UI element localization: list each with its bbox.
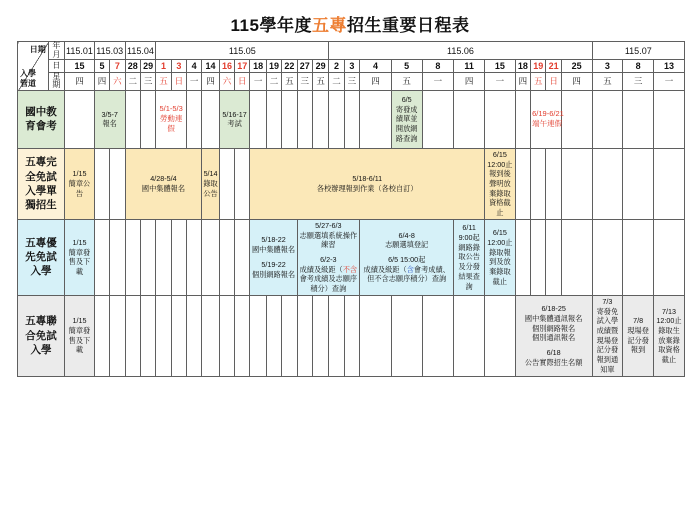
empty-cell — [546, 219, 561, 295]
day-header: 5 — [94, 60, 109, 73]
day-header: 17 — [235, 60, 250, 73]
weekday-header: 一 — [653, 73, 684, 91]
month-group-header: 115.03 — [94, 42, 125, 60]
day-header: 27 — [297, 60, 312, 73]
day-header: 19 — [266, 60, 281, 73]
weekday-header: 三 — [623, 73, 654, 91]
title-prefix: 115學年度 — [230, 16, 312, 35]
day-header: 3 — [171, 60, 186, 73]
event-cell: 5/18-6/11 各校辦理報到作業（各校自訂） — [250, 148, 485, 219]
empty-cell — [202, 295, 219, 376]
event-cell: 4/28-5/4 國中集體報名 — [125, 148, 202, 219]
schedule-table — [17, 41, 685, 377]
weekday-header: 四 — [94, 73, 109, 91]
empty-cell — [515, 148, 530, 219]
day-header: 5 — [391, 60, 422, 73]
empty-cell — [94, 295, 109, 376]
empty-cell — [561, 148, 592, 219]
day-header: 15 — [485, 60, 516, 73]
day-header: 11 — [454, 60, 485, 73]
empty-cell — [531, 148, 546, 219]
event-cell: 6/15 12:00止 報到後聲明放棄錄取資格截止 — [485, 148, 516, 219]
empty-cell — [546, 148, 561, 219]
weekday-header: 一 — [485, 73, 516, 91]
weekday-header: 二 — [266, 73, 281, 91]
empty-cell — [515, 90, 530, 148]
empty-cell — [266, 295, 281, 376]
empty-cell — [360, 90, 392, 148]
weekday-header: 四 — [561, 73, 592, 91]
weekday-header: 六 — [219, 73, 234, 91]
weekday-header: 日 — [235, 73, 250, 91]
empty-cell — [297, 295, 312, 376]
empty-cell — [110, 148, 125, 219]
day-header: 29 — [312, 60, 328, 73]
weekday-header: 四 — [202, 73, 219, 91]
event-cell: 7/3 寄發免試入學成績暨現場登記分發報到通知單 — [592, 295, 623, 376]
event-cell: 6/5 寄發成績單並開放網路查詢 — [391, 90, 422, 148]
weekday-header: 四 — [515, 73, 530, 91]
weekday-header: 五 — [312, 73, 328, 91]
event-cell: 5/14 錄取公告 — [202, 148, 219, 219]
event-cell: 5/18-22 國中集體報名 5/19-22 個別網路報名 — [250, 219, 297, 295]
event-cell: 7/13 12:00止 錄取生放棄錄取資格截止 — [653, 295, 684, 376]
day-header: 7 — [110, 60, 125, 73]
event-cell: 6/4-8 志願選填登記 6/5 15:00起 成績及級距（含會考成績、但不含志願序積分）查詢 — [360, 219, 454, 295]
month-group-header: 115.07 — [592, 42, 684, 60]
weekday-header: 四 — [454, 73, 485, 91]
empty-cell — [187, 219, 202, 295]
empty-cell — [592, 219, 623, 295]
empty-cell — [454, 295, 485, 376]
event-cell: 6/18-25 國中集體通訊報名 個別網路報名 個別通訊報名 6/18 公告實際招生名額 — [515, 295, 592, 376]
weekday-header: 四 — [360, 73, 392, 91]
empty-cell — [140, 295, 155, 376]
empty-cell — [235, 219, 250, 295]
empty-cell — [202, 90, 219, 148]
event-cell: 1/15 簡章發售及下載 — [65, 219, 95, 295]
day-header: 19 — [531, 60, 546, 73]
weekday-header: 二 — [329, 73, 344, 91]
empty-cell — [219, 148, 234, 219]
event-cell: 5/16-17 考試 — [219, 90, 250, 148]
corner-sub-label: 星期 — [48, 73, 64, 91]
empty-cell — [219, 295, 234, 376]
event-cell: 6/11 9:00起 網路錄取公告及分發結果查詢 — [454, 219, 485, 295]
empty-cell — [344, 295, 359, 376]
day-header: 18 — [250, 60, 266, 73]
empty-cell — [125, 295, 140, 376]
empty-cell — [454, 90, 485, 148]
empty-cell — [235, 148, 250, 219]
event-cell: 5/1-5/3 勞動連假 — [156, 90, 187, 148]
weekday-header: 五 — [531, 73, 546, 91]
day-header: 28 — [125, 60, 140, 73]
empty-cell — [623, 90, 654, 148]
title-highlight: 五專 — [311, 16, 347, 35]
empty-cell — [592, 90, 623, 148]
empty-cell — [219, 219, 234, 295]
weekday-header: 五 — [592, 73, 623, 91]
row-label: 五專聯合免試入學 — [18, 295, 65, 376]
empty-cell — [187, 90, 202, 148]
empty-cell — [531, 219, 546, 295]
day-header: 29 — [140, 60, 155, 73]
day-header: 4 — [187, 60, 202, 73]
row-label: 五專完全免試入學單獨招生 — [18, 148, 65, 219]
empty-cell — [282, 295, 297, 376]
empty-cell — [329, 90, 344, 148]
month-group-header: 115.01 — [65, 42, 95, 60]
day-header: 14 — [202, 60, 219, 73]
weekday-header: 三 — [297, 73, 312, 91]
event-cell: 6/19-6/21 端午連假 — [531, 90, 562, 148]
empty-cell — [250, 295, 266, 376]
row-label: 五專優先免試入學 — [18, 219, 65, 295]
empty-cell — [156, 219, 171, 295]
empty-cell — [266, 90, 281, 148]
empty-cell — [653, 90, 684, 148]
empty-cell — [140, 219, 155, 295]
day-header: 8 — [422, 60, 454, 73]
weekday-header: 二 — [125, 73, 140, 91]
weekday-header: 一 — [187, 73, 202, 91]
empty-cell — [653, 148, 684, 219]
empty-cell — [360, 295, 392, 376]
day-header: 13 — [653, 60, 684, 73]
day-header: 4 — [360, 60, 392, 73]
corner-channel-label: 入學管道 — [20, 69, 36, 88]
day-header: 3 — [344, 60, 359, 73]
day-header: 18 — [515, 60, 530, 73]
empty-cell — [235, 295, 250, 376]
month-group-header: 115.05 — [156, 42, 329, 60]
title-suffix: 招生重要日程表 — [346, 16, 470, 35]
empty-cell — [312, 90, 328, 148]
weekday-header: 六 — [110, 73, 125, 91]
empty-cell — [250, 90, 266, 148]
day-header: 1 — [156, 60, 171, 73]
corner-sub-label: 年月 — [48, 42, 64, 60]
empty-cell — [515, 219, 530, 295]
empty-cell — [110, 219, 125, 295]
weekday-header: 日 — [546, 73, 561, 91]
corner-date-label: 日期 — [29, 45, 46, 54]
weekday-header: 日 — [171, 73, 186, 91]
empty-cell — [623, 219, 654, 295]
row-label: 國中教育會考 — [18, 90, 65, 148]
day-header: 16 — [219, 60, 234, 73]
weekday-header: 三 — [140, 73, 155, 91]
empty-cell — [171, 219, 186, 295]
empty-cell — [125, 90, 140, 148]
empty-cell — [94, 148, 109, 219]
empty-cell — [485, 90, 516, 148]
weekday-header: 一 — [422, 73, 454, 91]
day-header: 8 — [623, 60, 654, 73]
empty-cell — [140, 90, 155, 148]
day-header: 3 — [592, 60, 623, 73]
empty-cell — [202, 219, 219, 295]
empty-cell — [110, 295, 125, 376]
empty-cell — [187, 295, 202, 376]
empty-cell — [65, 90, 95, 148]
weekday-header: 四 — [65, 73, 95, 91]
weekday-header: 三 — [344, 73, 359, 91]
event-cell: 1/15 簡章發售及下載 — [65, 295, 95, 376]
corner-header — [18, 42, 49, 91]
month-group-header: 115.04 — [125, 42, 156, 60]
empty-cell — [282, 90, 297, 148]
empty-cell — [592, 148, 623, 219]
empty-cell — [312, 295, 328, 376]
empty-cell — [391, 295, 422, 376]
empty-cell — [422, 90, 454, 148]
empty-cell — [623, 148, 654, 219]
empty-cell — [422, 295, 454, 376]
month-group-header: 115.06 — [329, 42, 592, 60]
empty-cell — [485, 295, 516, 376]
day-header: 15 — [65, 60, 95, 73]
day-header: 25 — [561, 60, 592, 73]
schedule-page — [0, 11, 700, 377]
event-cell: 7/8 現場登記分發報到 — [623, 295, 654, 376]
event-cell: 3/5-7 報名 — [94, 90, 125, 148]
empty-cell — [344, 90, 359, 148]
empty-cell — [94, 219, 109, 295]
empty-cell — [171, 295, 186, 376]
weekday-header: 五 — [156, 73, 171, 91]
day-header: 2 — [329, 60, 344, 73]
empty-cell — [297, 90, 312, 148]
event-cell: 5/27-6/3 志願選填系統操作練習 6/2-3 成績及級距（不含會考成績及志願序積分）查詢 — [297, 219, 359, 295]
empty-cell — [125, 219, 140, 295]
weekday-header: 五 — [282, 73, 297, 91]
empty-cell — [329, 295, 344, 376]
corner-sub-label: 日 — [48, 60, 64, 73]
page-title — [0, 11, 700, 36]
empty-cell — [653, 219, 684, 295]
day-header: 22 — [282, 60, 297, 73]
empty-cell — [561, 219, 592, 295]
empty-cell — [156, 295, 171, 376]
weekday-header: 一 — [250, 73, 266, 91]
event-cell: 6/15 12:00止 錄取報到及放棄錄取截止 — [485, 219, 516, 295]
empty-cell — [561, 90, 592, 148]
event-cell: 1/15 簡章公告 — [65, 148, 95, 219]
day-header: 21 — [546, 60, 561, 73]
weekday-header: 五 — [391, 73, 422, 91]
